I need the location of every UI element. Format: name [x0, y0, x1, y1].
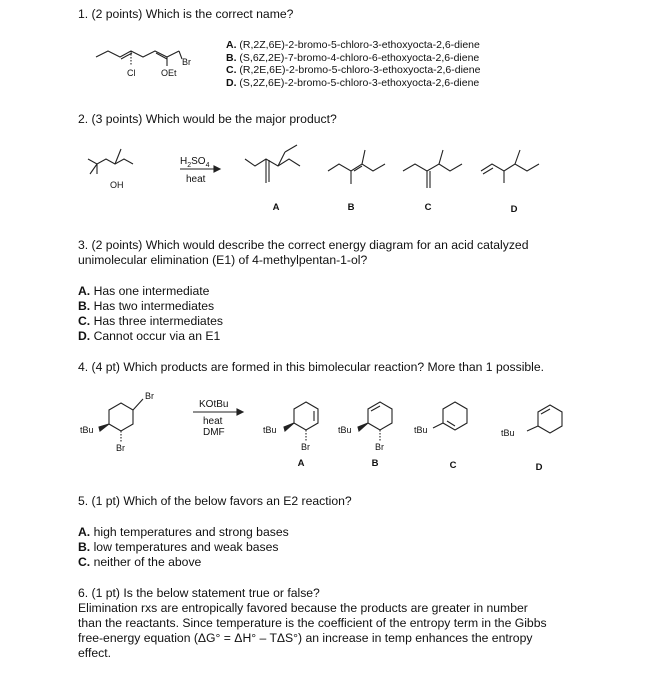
q4-reagent: KOtBu: [199, 399, 229, 410]
q3-option-list: [78, 284, 223, 344]
q4-product-b-tbu: tBu: [338, 425, 352, 435]
q4-product-c: [433, 402, 467, 430]
q6-statement: [78, 601, 658, 661]
q4-condition-heat: heat: [203, 416, 223, 427]
q3-option-b-letter: B.: [78, 299, 91, 313]
q2-reagent: $H_2SO_4$: [180, 156, 210, 169]
q5-option-c-letter: C.: [78, 555, 91, 569]
q5-title: 5. (1 pt) Which of the below favors an E2 reaction?: [78, 494, 352, 508]
q4-product-c-tbu: tBu: [414, 425, 428, 435]
q1-cl-label: Cl: [127, 68, 136, 78]
q4-reactant: [99, 399, 143, 442]
q2-title: 2. (3 points) Which would be the major product?: [78, 112, 337, 126]
q4-product-a-tbu: tBu: [263, 425, 277, 435]
q2-label-c: C: [424, 202, 432, 213]
q6-line-1: Elimination rxs are entropically favored because the products are greater in number: [78, 601, 528, 615]
q2-product-d: [481, 150, 539, 183]
q1-choice-c[interactable]: [226, 64, 480, 77]
q4-br-bottom-label: Br: [116, 443, 125, 453]
q4-product-a: [284, 402, 318, 441]
q4-label-b: B: [371, 458, 379, 469]
q5-option-a[interactable]: [78, 525, 289, 540]
q5-option-a-letter: A.: [78, 525, 91, 539]
q2-label-a: A: [272, 202, 280, 213]
q3-title: [78, 238, 528, 268]
q1-br-label: Br: [182, 57, 191, 67]
q3-option-a-text: Has one intermediate: [93, 284, 210, 298]
q3-option-d-letter: D.: [78, 329, 91, 343]
q6-line-3: free-energy equation (ΔG° = ΔH° – TΔS°) an increase in temp enhances the entropy: [78, 631, 533, 645]
q4-product-d-tbu: tBu: [501, 428, 515, 438]
q2-condition: heat: [186, 174, 206, 185]
q3-option-b[interactable]: [78, 299, 223, 314]
q1-choice-b[interactable]: [226, 52, 480, 65]
q4-label-d: D: [535, 462, 543, 473]
q6-line-2: than the reactants. Since temperature is the coefficient of the entropy term in the Gibbs: [78, 616, 547, 630]
q3-option-a-letter: A.: [78, 284, 91, 298]
q2-label-d: D: [510, 204, 518, 215]
q3-option-c-text: Has three intermediates: [93, 314, 223, 328]
q4-label-a: A: [297, 458, 305, 469]
q3-option-c-letter: C.: [78, 314, 91, 328]
q2-product-a: [245, 145, 300, 183]
q1-choice-c-text: (R,2E,6E)-2-bromo-5-chloro-3-ethoxyocta-2,6-diene: [239, 64, 481, 76]
q5-option-b[interactable]: [78, 540, 289, 555]
q3-option-c[interactable]: [78, 314, 223, 329]
q1-title: 1. (2 points) Which is the correct name?: [78, 7, 294, 21]
q6-title: 6. (1 pt) Is the below statement true or false?: [78, 586, 320, 600]
q5-option-c-text: neither of the above: [93, 555, 202, 569]
q1-molecule: [96, 51, 182, 66]
q1-choice-a-text: (R,2Z,6E)-2-bromo-5-chloro-3-ethoxyocta-2,6-diene: [239, 39, 480, 51]
q2-product-b: [328, 150, 385, 184]
q4-product-a-br: Br: [301, 442, 310, 452]
q5-option-c[interactable]: [78, 555, 289, 570]
q3-title-line2: unimolecular elimination (E1) of 4-methylpentan-1-ol?: [78, 253, 368, 267]
q6-line-4: effect.: [78, 646, 111, 660]
q4-product-d: [527, 405, 562, 433]
q1-choice-list: [226, 39, 480, 89]
q4-product-b: [358, 402, 392, 441]
q5-option-b-text: low temperatures and weak bases: [93, 540, 279, 554]
q1-choice-d-letter: D.: [226, 76, 237, 89]
q5-option-list: [78, 525, 289, 570]
q3-option-d-text: Cannot occur via an E1: [93, 329, 221, 343]
q1-choice-d[interactable]: [226, 77, 480, 90]
q2-oh-label: OH: [110, 180, 124, 190]
q4-condition-dmf: DMF: [203, 427, 225, 438]
q3-title-line1: 3. (2 points) Which would describe the correct energy diagram for an acid catalyzed: [78, 238, 529, 252]
q2-product-c: [403, 150, 462, 188]
q1-choice-a[interactable]: [226, 39, 480, 52]
q3-option-a[interactable]: [78, 284, 223, 299]
q1-choice-a-letter: A.: [226, 39, 237, 51]
q2-reactant: [88, 149, 133, 174]
q4-label-c: C: [449, 460, 457, 471]
q2-label-b: B: [347, 202, 355, 213]
q1-choice-c-letter: C.: [226, 64, 237, 76]
q4-br-top-label: Br: [145, 391, 154, 401]
q1-choice-b-text: (S,6Z,2E)-7-bromo-4-chloro-6-ethoxyocta-2,6-diene: [239, 51, 480, 64]
q3-option-d[interactable]: [78, 329, 223, 344]
q5-option-a-text: high temperatures and strong bases: [93, 525, 289, 539]
q4-tbu-label: tBu: [80, 425, 94, 435]
q3-option-b-text: Has two intermediates: [93, 299, 215, 313]
q1-oet-label: OEt: [161, 68, 177, 78]
q4-title: 4. (4 pt) Which products are formed in this bimolecular reaction? More than 1 possible.: [78, 360, 545, 374]
q5-option-b-letter: B.: [78, 540, 91, 554]
q4-product-b-br: Br: [375, 442, 384, 452]
q1-choice-b-letter: B.: [226, 51, 237, 64]
q1-choice-d-text: (S,2Z,6E)-2-bromo-5-chloro-3-ethoxyocta-2,6-diene: [239, 76, 480, 89]
